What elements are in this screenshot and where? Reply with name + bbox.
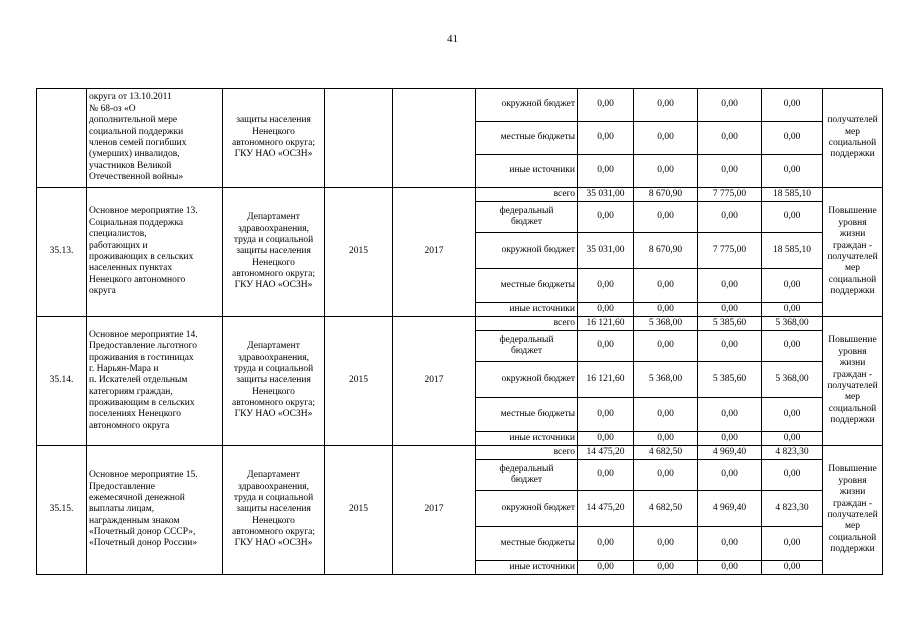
amount-cell: 8 670,90 bbox=[634, 233, 698, 269]
amount-cell: 0,00 bbox=[762, 155, 823, 188]
amount-cell: 0,00 bbox=[634, 155, 698, 188]
amount-cell: 0,00 bbox=[634, 331, 698, 362]
amount-cell: 5 368,00 bbox=[634, 317, 698, 331]
amount-cell: 0,00 bbox=[578, 561, 634, 575]
amount-cell: 4 969,40 bbox=[698, 446, 762, 460]
amount-cell: 0,00 bbox=[578, 155, 634, 188]
row-number: 35.13. bbox=[37, 188, 87, 317]
amount-cell: 0,00 bbox=[634, 460, 698, 491]
funding-source: иные источники bbox=[476, 561, 578, 575]
year-start bbox=[325, 89, 393, 188]
amount-cell: 0,00 bbox=[762, 527, 823, 561]
funding-source: окружной бюджет bbox=[476, 491, 578, 527]
executor: Департамент здравоохранения, труда и социальной защиты населения Ненецкого автономного округа; ГКУ НАО «ОСЗН» bbox=[223, 188, 325, 317]
funding-source: иные источники bbox=[476, 303, 578, 317]
amount-cell: 0,00 bbox=[698, 398, 762, 432]
expected-result: Повышение уровня жизни граждан - получателей мер социальной поддержки bbox=[823, 446, 883, 575]
executor: Департамент здравоохранения, труда и социальной защиты населения Ненецкого автономного округа; ГКУ НАО «ОСЗН» bbox=[223, 446, 325, 575]
amount-cell: 4 682,50 bbox=[634, 491, 698, 527]
amount-cell: 0,00 bbox=[762, 331, 823, 362]
amount-cell: 0,00 bbox=[762, 432, 823, 446]
row-number: 35.14. bbox=[37, 317, 87, 446]
funding-source: федеральный бюджет bbox=[476, 202, 578, 233]
year-end: 2017 bbox=[393, 317, 476, 446]
amount-cell: 0,00 bbox=[578, 269, 634, 303]
amount-cell: 0,00 bbox=[634, 398, 698, 432]
amount-cell: 0,00 bbox=[578, 303, 634, 317]
amount-cell: 5 368,00 bbox=[634, 362, 698, 398]
amount-cell: 7 775,00 bbox=[698, 233, 762, 269]
amount-cell: 0,00 bbox=[762, 122, 823, 155]
amount-cell: 0,00 bbox=[634, 89, 698, 122]
amount-cell: 0,00 bbox=[634, 202, 698, 233]
amount-cell: 7 775,00 bbox=[698, 188, 762, 202]
table-row bbox=[37, 188, 883, 202]
funding-source: всего bbox=[476, 446, 578, 460]
amount-cell: 4 823,30 bbox=[762, 491, 823, 527]
year-end: 2017 bbox=[393, 446, 476, 575]
expected-result: Повышение уровня жизни граждан - получателей мер социальной поддержки bbox=[823, 188, 883, 317]
amount-cell: 16 121,60 bbox=[578, 362, 634, 398]
year-end bbox=[393, 89, 476, 188]
measure-name: Основное мероприятие 14. Предоставление льготного проживания в гостиницах г. Нарьян-Мара и п. Искателей отдельным категориям граждан, проживающим в сельских поселениях Ненецкого автономного округа bbox=[87, 317, 223, 446]
amount-cell: 0,00 bbox=[634, 561, 698, 575]
funding-source: окружной бюджет bbox=[476, 362, 578, 398]
funding-source: всего bbox=[476, 317, 578, 331]
amount-cell: 5 385,60 bbox=[698, 362, 762, 398]
funding-source: иные источники bbox=[476, 155, 578, 188]
year-end: 2017 bbox=[393, 188, 476, 317]
amount-cell: 0,00 bbox=[578, 527, 634, 561]
amount-cell: 8 670,90 bbox=[634, 188, 698, 202]
amount-cell: 0,00 bbox=[578, 432, 634, 446]
funding-source: местные бюджеты bbox=[476, 269, 578, 303]
funding-source: федеральный бюджет bbox=[476, 331, 578, 362]
amount-cell: 16 121,60 bbox=[578, 317, 634, 331]
amount-cell: 0,00 bbox=[698, 155, 762, 188]
amount-cell: 4 682,50 bbox=[634, 446, 698, 460]
table-row bbox=[37, 89, 883, 122]
table-row bbox=[37, 446, 883, 460]
amount-cell: 0,00 bbox=[698, 561, 762, 575]
amount-cell: 0,00 bbox=[578, 202, 634, 233]
executor: Департамент здравоохранения, труда и социальной защиты населения Ненецкого автономного округа; ГКУ НАО «ОСЗН» bbox=[223, 317, 325, 446]
year-start: 2015 bbox=[325, 317, 393, 446]
amount-cell: 35 031,00 bbox=[578, 188, 634, 202]
funding-source: окружной бюджет bbox=[476, 233, 578, 269]
amount-cell: 0,00 bbox=[698, 269, 762, 303]
amount-cell: 0,00 bbox=[578, 122, 634, 155]
amount-cell: 0,00 bbox=[762, 398, 823, 432]
amount-cell: 0,00 bbox=[634, 432, 698, 446]
amount-cell: 18 585,10 bbox=[762, 233, 823, 269]
amount-cell: 0,00 bbox=[578, 331, 634, 362]
amount-cell: 0,00 bbox=[634, 269, 698, 303]
amount-cell: 0,00 bbox=[698, 432, 762, 446]
amount-cell: 0,00 bbox=[698, 331, 762, 362]
funding-source: местные бюджеты bbox=[476, 122, 578, 155]
executor: защиты населения Ненецкого автономного округа; ГКУ НАО «ОСЗН» bbox=[223, 89, 325, 188]
expected-result: Повышение уровня жизни граждан - получателей мер социальной поддержки bbox=[823, 317, 883, 446]
amount-cell: 0,00 bbox=[578, 398, 634, 432]
funding-source: местные бюджеты bbox=[476, 398, 578, 432]
amount-cell: 0,00 bbox=[634, 527, 698, 561]
amount-cell: 0,00 bbox=[578, 89, 634, 122]
amount-cell: 0,00 bbox=[578, 460, 634, 491]
amount-cell: 14 475,20 bbox=[578, 491, 634, 527]
amount-cell: 0,00 bbox=[762, 460, 823, 491]
amount-cell: 0,00 bbox=[698, 202, 762, 233]
amount-cell: 18 585,10 bbox=[762, 188, 823, 202]
measure-name: Основное мероприятие 15. Предоставление ежемесячной денежной выплаты лицам, награжденным знаком «Почетный донор СССР», «Почетный донор России» bbox=[87, 446, 223, 575]
amount-cell: 0,00 bbox=[698, 460, 762, 491]
amount-cell: 0,00 bbox=[762, 269, 823, 303]
amount-cell: 5 368,00 bbox=[762, 362, 823, 398]
expected-result: получателей мер социальной поддержки bbox=[823, 89, 883, 188]
row-number bbox=[37, 89, 87, 188]
amount-cell: 0,00 bbox=[762, 303, 823, 317]
amount-cell: 0,00 bbox=[698, 122, 762, 155]
year-start: 2015 bbox=[325, 446, 393, 575]
program-table bbox=[36, 88, 883, 575]
amount-cell: 4 823,30 bbox=[762, 446, 823, 460]
amount-cell: 0,00 bbox=[698, 303, 762, 317]
amount-cell: 0,00 bbox=[634, 122, 698, 155]
amount-cell: 0,00 bbox=[762, 89, 823, 122]
amount-cell: 14 475,20 bbox=[578, 446, 634, 460]
funding-source: всего bbox=[476, 188, 578, 202]
amount-cell: 0,00 bbox=[762, 561, 823, 575]
table-row bbox=[37, 317, 883, 331]
row-number: 35.15. bbox=[37, 446, 87, 575]
amount-cell: 0,00 bbox=[762, 202, 823, 233]
amount-cell: 4 969,40 bbox=[698, 491, 762, 527]
page-number: 41 bbox=[447, 33, 458, 45]
funding-source: местные бюджеты bbox=[476, 527, 578, 561]
amount-cell: 5 385,60 bbox=[698, 317, 762, 331]
year-start: 2015 bbox=[325, 188, 393, 317]
funding-source: федеральный бюджет bbox=[476, 460, 578, 491]
table-body bbox=[37, 89, 883, 575]
amount-cell: 0,00 bbox=[698, 89, 762, 122]
amount-cell: 5 368,00 bbox=[762, 317, 823, 331]
amount-cell: 0,00 bbox=[698, 527, 762, 561]
amount-cell: 35 031,00 bbox=[578, 233, 634, 269]
measure-name: Основное мероприятие 13. Социальная поддержка специалистов, работающих и проживающих в сельских населенных пунктах Ненецкого автономного округа bbox=[87, 188, 223, 317]
funding-source: окружной бюджет bbox=[476, 89, 578, 122]
measure-name: округа от 13.10.2011 № 68-оз «О дополнительной мере социальной поддержки членов семей погибших (умерших) инвалидов, участников Великой Отечественной войны» bbox=[87, 89, 223, 188]
funding-source: иные источники bbox=[476, 432, 578, 446]
amount-cell: 0,00 bbox=[634, 303, 698, 317]
